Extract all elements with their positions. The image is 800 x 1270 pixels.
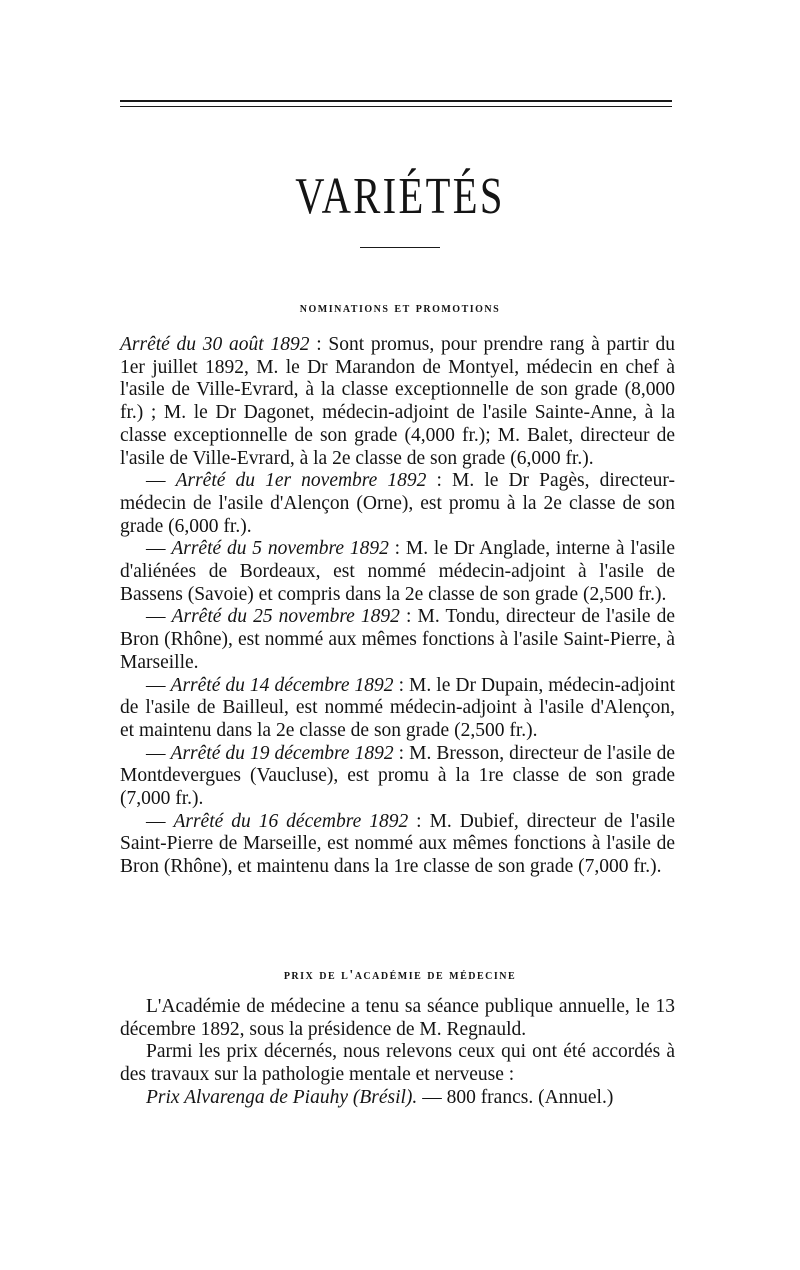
academie-paragraph: Parmi les prix décernés, nous relevons ceux qui ont été accordés à des travaux sur la pathologie mentale et nerveuse : [120, 1041, 675, 1086]
prize-entry [120, 1087, 675, 1110]
nomination-paragraph: — Arrêté du 5 novembre 1892 : M. le Dr Anglade, interne à l'asile d'aliénées de Bordeaux, est nommé médecin-adjoint à l'asile de Bassens (Savoie) et compris dans la 2e classe de son grade (2,500 fr.). [120, 538, 676, 605]
nomination-paragraph: — Arrêté du 25 novembre 1892 : M. Tondu, directeur de l'asile de Bron (Rhône), est nommé aux mêmes fonctions à l'asile Saint-Pierre, à Marseille. [120, 606, 675, 673]
prize-name: Prix Alvarenga de Piauhy (Brésil). [146, 1086, 418, 1108]
arrete-date: Arrêté du 14 décembre 1892 [170, 674, 394, 696]
page-title: VARIÉTÉS [295, 168, 505, 225]
nomination-text: : M. Tondu, directeur de l'asile de Bron (Rhône), est nommé aux mêmes fonctions à l'asile Saint-Pierre, à Marseille. [120, 606, 675, 673]
prize-amount: — 800 francs. (Annuel.) [417, 1086, 614, 1108]
nomination-paragraph: — Arrêté du 19 décembre 1892 : M. Bresson, directeur de l'asile de Montdevergues (Vaucluse), est promu à la 1re classe de son grade (7,000 fr.). [120, 742, 676, 810]
header-rule-thin [120, 106, 672, 107]
arrete-date: Arrêté du 19 décembre 1892 [170, 742, 394, 764]
nomination-text: : Sont promus, pour prendre rang à partir du 1er juillet 1892, M. le Dr Marandon de Montyel, médecin en chef à l'asile de Ville-Evrard, à la classe exceptionnelle de son grade (8,000 fr.) ; M. le Dr Dagonet, médecin-adjoint de l'asile Sainte-Anne, à la classe exceptionnelle de son grade (4,000 fr.); M. Balet, directeur de l'asile de Ville-Evrard, à la 2e classe de son grade (6,000 fr.). [120, 334, 675, 469]
nomination-text: : M. Dubief, directeur de l'asile Saint-Pierre de Marseille, est nommé aux mêmes fonctions à l'asile de Bron (Rhône), et maintenu dans la 1re classe de son grade (7,000 fr.). [120, 810, 676, 878]
nomination-paragraph: — Arrêté du 1er novembre 1892 : M. le Dr Pagès, directeur-médecin de l'asile d'Alençon (Orne), est promu à la 2e classe de son grade (6,000 fr.). [120, 470, 675, 537]
arrete-date: Arrêté du 1er novembre 1892 [175, 470, 427, 492]
nomination-paragraph: — Arrêté du 14 décembre 1892 : M. le Dr Dupain, médecin-adjoint de l'asile de Bailleul, est nommé médecin-adjoint à l'asile d'Alençon, et maintenu dans la 2e classe de son grade (2,500 fr.). [120, 674, 675, 741]
academie-paragraph: L'Académie de médecine a tenu sa séance publique annuelle, le 13 décembre 1892, sous la présidence de M. Regnauld. [120, 996, 675, 1040]
header-rule-thick [120, 100, 672, 102]
nominations-body [120, 334, 675, 879]
nomination-text: : M. le Dr Dupain, médecin-adjoint de l'asile de Bailleul, est nommé médecin-adjoint à l'asile d'Alençon, et maintenu dans la 2e classe de son grade (2,500 fr.). [120, 674, 675, 741]
arrete-date: Arrêté du 16 décembre 1892 [173, 810, 409, 832]
nomination-paragraph: — Arrêté du 16 décembre 1892 : M. Dubief, directeur de l'asile Saint-Pierre de Marseille, est nommé aux mêmes fonctions à l'asile de Bron (Rhône), et maintenu dans la 1re classe de son grade (7,000 fr.). [120, 810, 676, 878]
section-heading-nominations: nominations et promotions [299, 301, 501, 316]
nomination-text: : M. Bresson, directeur de l'asile de Montdevergues (Vaucluse), est promu à la 1re classe de son grade (7,000 fr.). [120, 742, 676, 810]
nomination-text: : M. le Dr Anglade, interne à l'asile d'aliénées de Bordeaux, est nommé médecin-adjoint à l'asile de Bassens (Savoie) et compris dans la 2e classe de son grade (2,500 fr.). [120, 538, 676, 605]
nomination-paragraph [120, 334, 675, 470]
academie-body [120, 996, 675, 1110]
section-heading-academie: prix de l'académie de médecine [283, 968, 517, 983]
nomination-text: : M. le Dr Pagès, directeur-médecin de l'asile d'Alençon (Orne), est promu à la 2e classe de son grade (6,000 fr.). [120, 470, 675, 537]
title-underline [360, 247, 440, 248]
arrete-date: Arrêté du 25 novembre 1892 [171, 606, 400, 628]
arrete-date: Arrêté du 5 novembre 1892 [171, 538, 389, 560]
arrete-date: Arrêté du 30 août 1892 [120, 334, 310, 355]
